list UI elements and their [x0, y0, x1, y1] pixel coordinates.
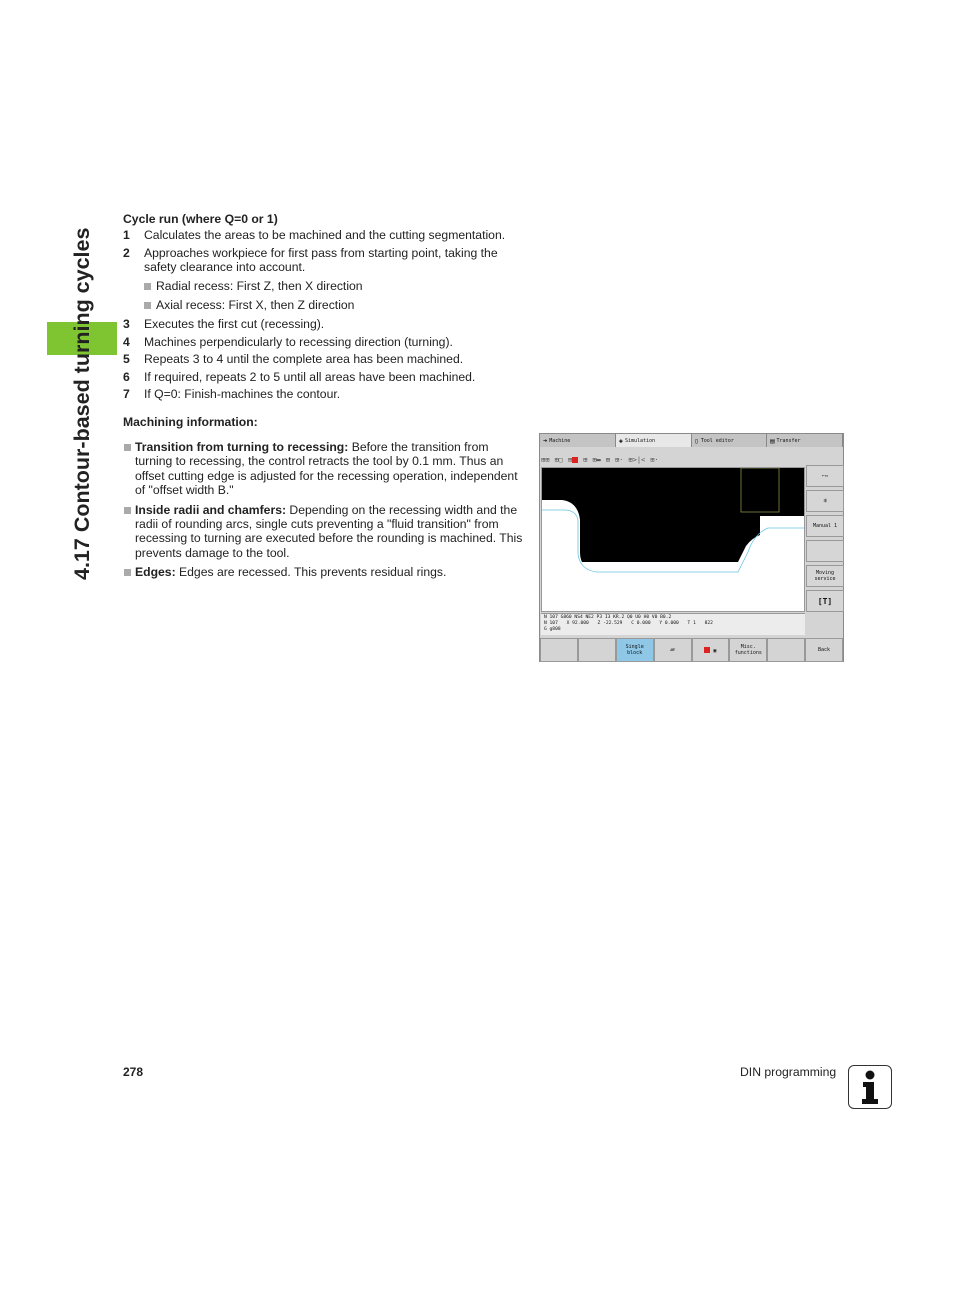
machine-icon: ➜ — [543, 436, 548, 445]
grid-icon[interactable]: ⊞▢ — [554, 456, 563, 464]
step-item: 3 Executes the first cut (recessing). — [123, 317, 325, 332]
info-bullet: Inside radii and chamfers: Depending on the recessing width and the radii of rounding arcs, single cuts preventing a "fluid transition" from recessing to turning are executed before the rounding is machined. This prevents damage to the tool. — [123, 503, 523, 561]
bullet-square-icon — [124, 569, 131, 576]
bullet-square-icon — [124, 444, 131, 451]
step-item: 7 If Q=0: Finish-machines the contour. — [123, 387, 341, 402]
chapter-title: 4.17 Contour-based turning cycles — [70, 227, 94, 580]
sub-item: Axial recess: First X, then Z direction — [123, 298, 523, 312]
status-bar: N 107 G860 NS4 NE2 P3 I3 KR.2 Q0 U0 H0 V0 B0.2 N 107 X 92.000 Z -22.529 C 0.000 Y 0.000 T 1 822 G g808 — [541, 613, 805, 635]
page-number: 278 — [123, 1065, 144, 1079]
single-block-button[interactable]: Single block — [616, 638, 654, 662]
tool-t-icon: [T] — [817, 596, 833, 606]
tab-tool-editor[interactable]: ▯ Tool editor — [692, 434, 768, 447]
step-item: 2 Approaches workpiece for first pass from starting point, taking the safety clearance into account. — [123, 245, 498, 275]
tab-machine[interactable]: ➜ Machine — [540, 434, 616, 447]
tool-editor-icon: ▯ — [694, 436, 699, 445]
main-text-column — [123, 212, 523, 585]
tab-simulation[interactable]: ◈ Simulation — [616, 434, 692, 447]
info-icon — [848, 1065, 892, 1109]
sub-item: Radial recess: First Z, then X direction — [123, 279, 523, 293]
vertical-softkeys — [806, 465, 844, 635]
softkey-right-1[interactable] — [806, 465, 844, 487]
softkey-right-4[interactable] — [806, 540, 844, 562]
grid-icon[interactable]: ⊞ — [583, 456, 588, 464]
grid-icon[interactable]: ⊞· — [650, 456, 659, 464]
softkey-right-6[interactable] — [806, 590, 844, 612]
tab-transfer[interactable]: ▤ Transfer — [767, 434, 843, 447]
step-item: 1 Calculates the areas to be machined and the cutting segmentation. — [123, 228, 506, 243]
tool-holder-icon: ⇶ — [823, 498, 827, 504]
mode-tabs — [540, 434, 843, 447]
step-item: 5 Repeats 3 to 4 until the complete area has been machined. — [123, 352, 464, 367]
horizontal-softkeys — [540, 638, 843, 662]
misc-functions-button[interactable]: Misc. functions — [729, 638, 767, 662]
grid-icon[interactable]: ⊞ — [605, 456, 610, 464]
info-heading: Machining information: — [123, 415, 258, 430]
grid-stop-icon[interactable]: ⊞ — [568, 456, 578, 464]
bullet-square-icon — [144, 302, 151, 309]
softkey-bottom-2[interactable] — [578, 638, 616, 662]
step-item: 4 Machines perpendicularly to recessing direction (turning). — [123, 334, 453, 349]
control-screenshot — [539, 433, 844, 662]
bullet-square-icon — [144, 283, 151, 290]
softkey-right-3[interactable]: Manual 1 — [806, 515, 844, 537]
simulation-canvas — [541, 467, 805, 612]
footer-section: DIN programming — [740, 1065, 837, 1079]
skip-icon[interactable]: ⊞>|< — [628, 456, 646, 464]
stop-icon: ▣ — [704, 647, 716, 654]
bullet-square-icon — [124, 507, 131, 514]
cycle-heading: Cycle run (where Q=0 or 1) — [123, 212, 278, 226]
softkey-bottom-1[interactable] — [540, 638, 578, 662]
back-button[interactable]: Back — [805, 638, 843, 662]
softkey-bottom-7[interactable] — [767, 638, 805, 662]
simulation-toolbar — [541, 455, 806, 465]
simulation-icon: ◈ — [618, 436, 623, 445]
info-bullet: Transition from turning to recessing: Before the transition from turning to recessing, the control retracts the tool by 0.1 mm. Thus an offset cutting edge is adjusted for the recessing operation, independent of "offset width B." — [123, 440, 523, 498]
grid-icon[interactable]: ⊞· — [614, 456, 624, 464]
step-item: 6 If required, repeats 2 to 5 until all areas have been machined. — [123, 369, 476, 384]
softkey-right-2[interactable] — [806, 490, 844, 512]
softkey-right-5[interactable]: Moving service — [806, 565, 844, 587]
folder-icon: ▰ — [669, 645, 676, 655]
workpiece-graphic — [542, 468, 804, 611]
transfer-icon: ▤ — [770, 436, 775, 445]
grid-icon[interactable]: ⊞▬ — [592, 456, 601, 464]
softkey-bottom-4[interactable] — [654, 638, 692, 662]
grid-icon[interactable]: ⊞⊞ — [541, 456, 550, 464]
softkey-bottom-5[interactable] — [692, 638, 730, 662]
contour-icon: ⌐▭ — [821, 473, 829, 479]
info-bullet: Edges: Edges are recessed. This prevents residual rings. — [123, 565, 523, 579]
